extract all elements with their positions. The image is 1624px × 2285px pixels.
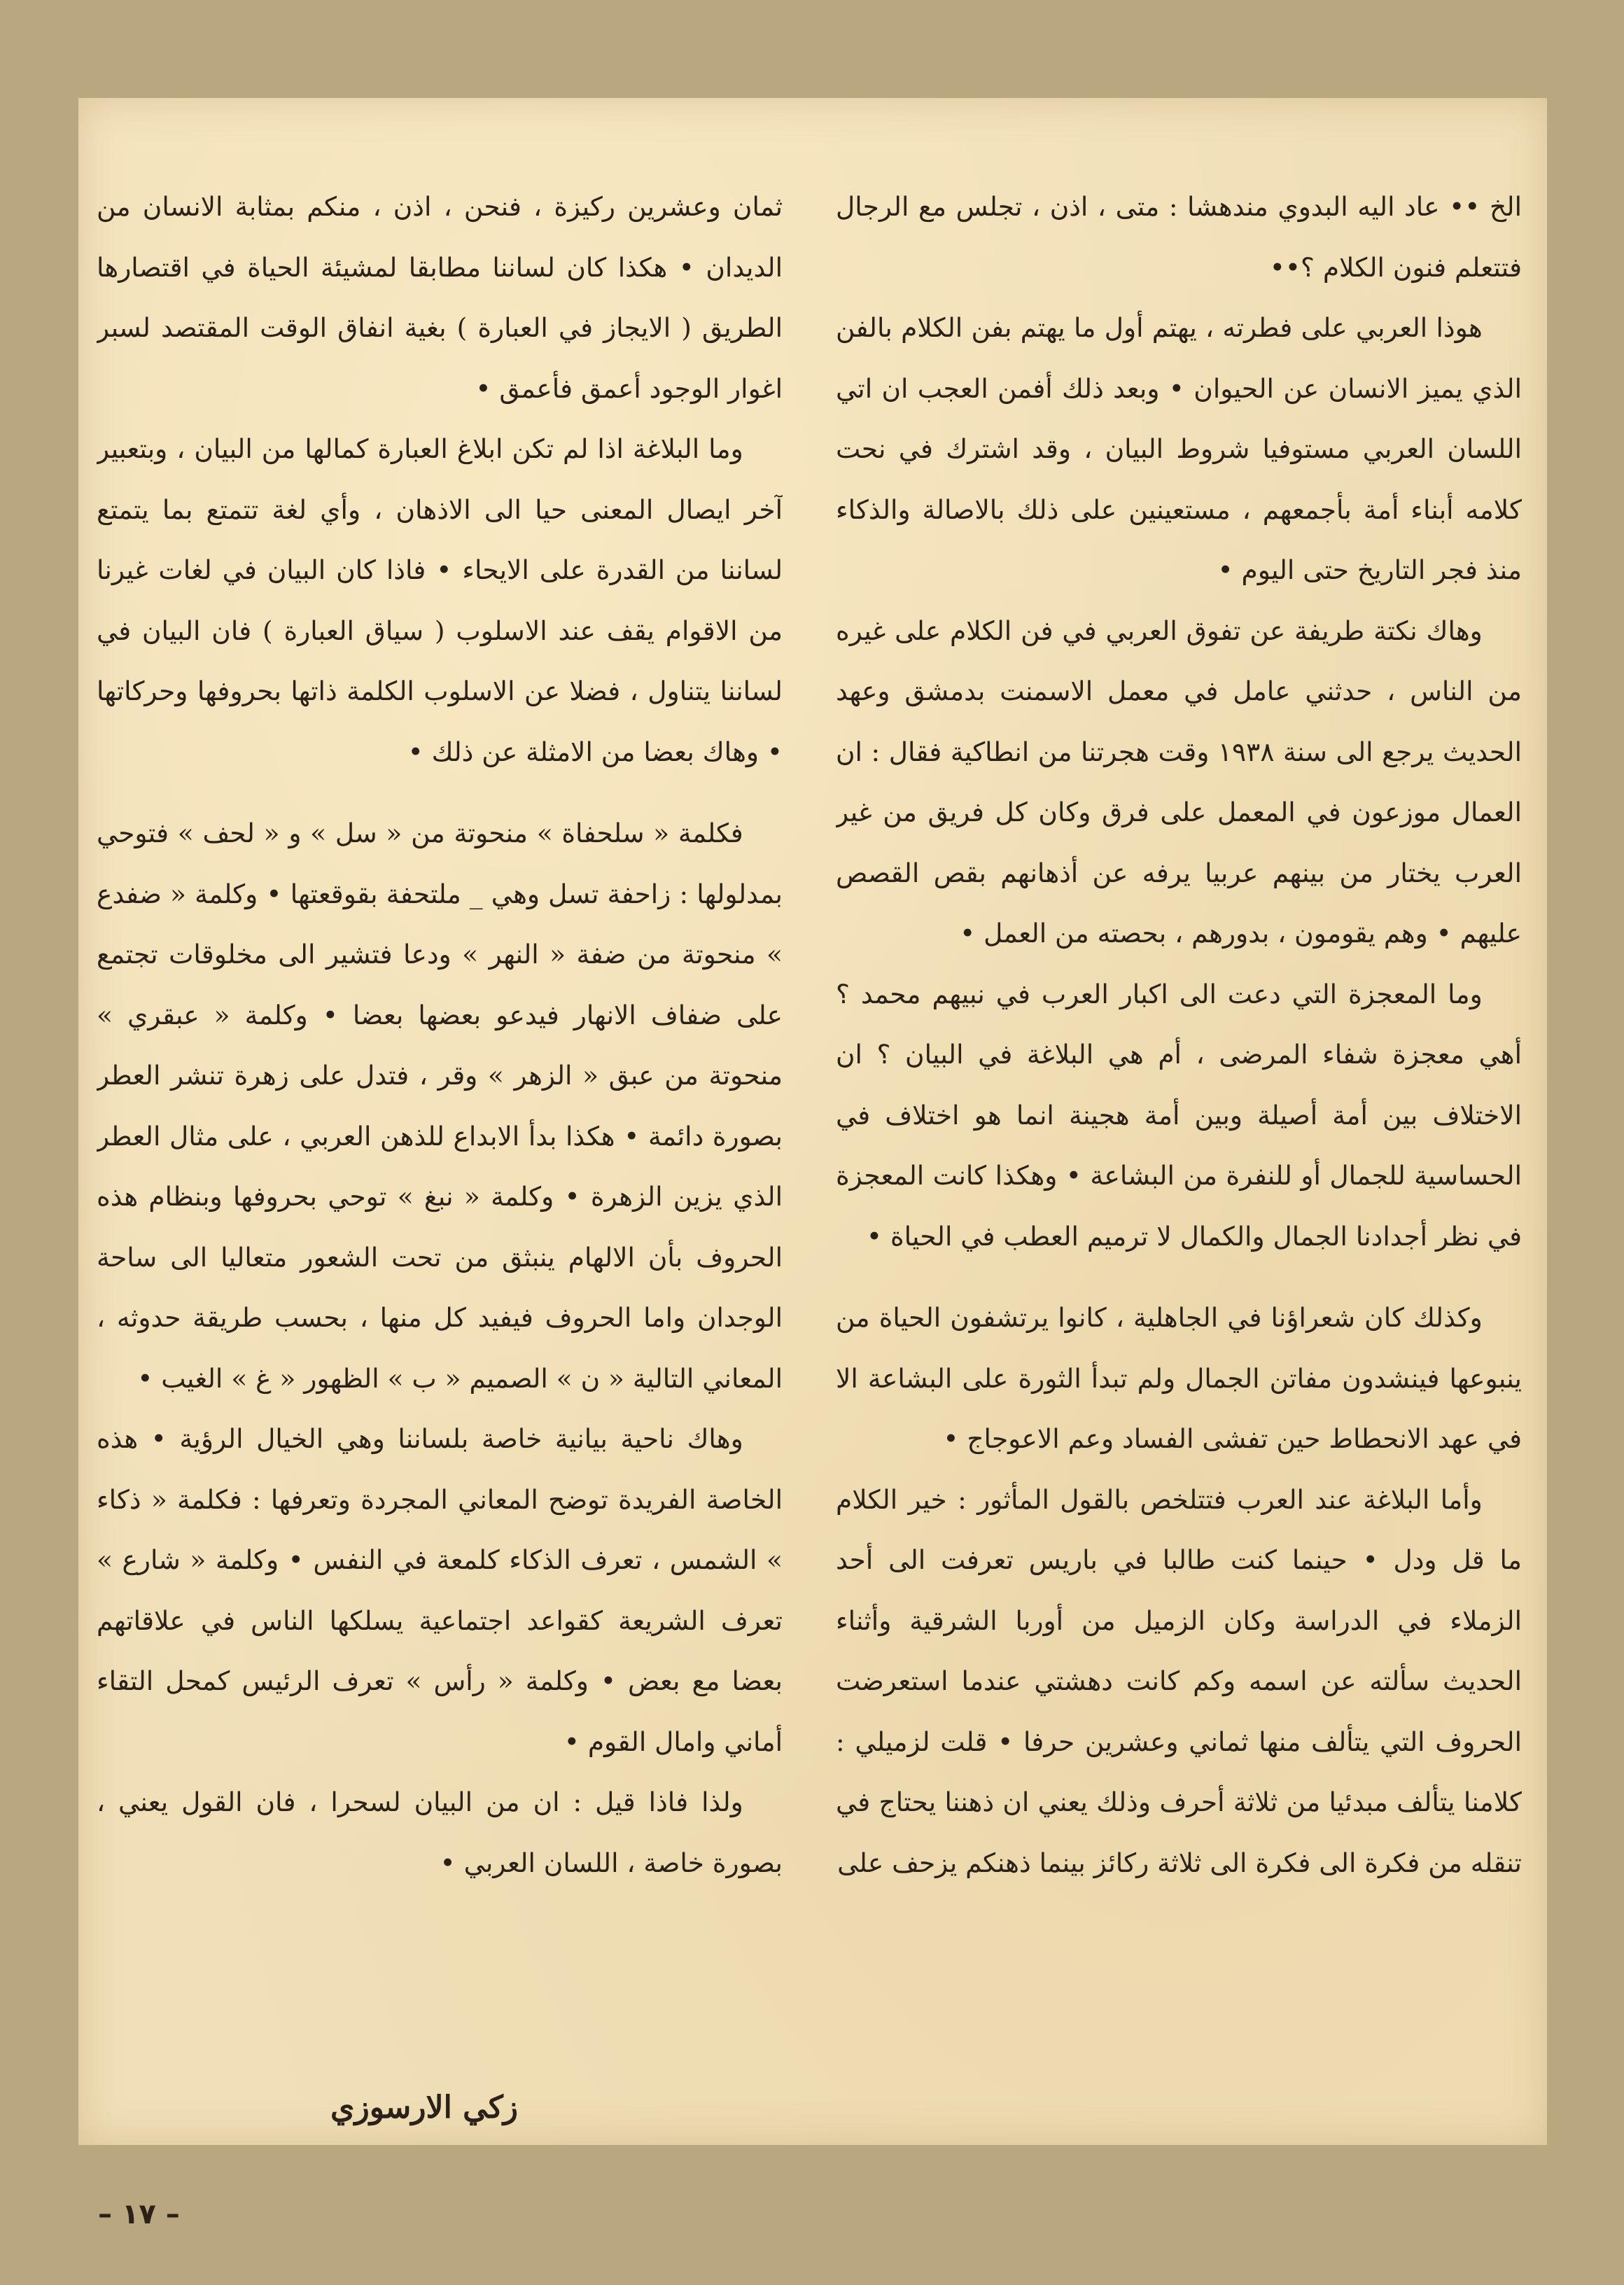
author-signature: زكي الارسوزي: [330, 2090, 519, 2125]
paper-sheet: [78, 98, 1547, 2230]
paragraph: وهاك نكتة طريفة عن تفوق العربي في فن الكلام على غيره من الناس ، حدثني عامل في معمل الاسمنت بدمشق وعهد الحديث يرجع الى سنة ١٩٣٨ وقت هجرتنا من انطاكية فقال : ان العمال موزعون في المعمل على فرق وكان كل فريق من غير العرب يختار من بينهم عربيا يرفه عن أذهانهم بقص القصص عليهم • وهم يقومون ، بدورهم ، بحصته من العمل •: [836, 615, 1522, 949]
right-text-column: [836, 176, 1522, 2116]
paragraph: فكلمة « سلحفاة » منحوتة من « سل » و « لحف » فتوحي بمدلولها : زاحفة تسل وهي _ ملتحفة بقوقعتها • وكلمة « ضفدع » منحوتة من ضفة « النهر » ودعا فتشير الى مخلوقات تجتمع على ضفاف الانهار فيدعو بعضها بعضا • وكلمة « عبقري » منحوتة من عبق « الزهر » وقر ، فتدل على زهرة تنشر العطر بصورة دائمة • هكذا بدأ الابداع للذهن العربي ، على مثال العطر الذي يزين الزهرة • وكلمة « نبغ » توحي بحروفها وبنظام هذه الحروف بأن الالهام ينبثق من تحت الشعور متعاليا الى ساحة الوجدان واما الحروف فيفيد كل منها ، بحسب طريقة حدوثه ، المعاني التالية « ن » الصميم « ب » الظهور « غ » الغيب •: [97, 818, 783, 1394]
paragraph: ولذا فاذا قيل : ان من البيان لسحرا ، فان القول يعني ، بصورة خاصة ، اللسان العربي •: [97, 1787, 783, 1878]
paragraph: وما المعجزة التي دعت الى اكبار العرب في نبيهم محمد ؟ أهي معجزة شفاء المرضى ، أم هي البلاغة في البيان ؟ ان الاختلاف بين أمة أصيلة وبين أمة هجينة انما هو اختلاف في الحساسية للجمال أو للنفرة من البشاعة • وهكذا كانت المعجزة في نظر أجدادنا الجمال والكمال لا ترميم العطب في الحياة •: [836, 978, 1522, 1252]
paragraph: ثمان وعشرين ركيزة ، فنحن ، اذن ، منكم بمثابة الانسان من الديدان • هكذا كان لساننا مطابقا لمشيئة الحياة في اقتصارها الطريق ( الايجاز في العبارة ) بغية انفاق الوقت المقتصد لسبر اغوار الوجود أعمق فأعمق •: [97, 191, 783, 404]
paragraph: وما البلاغة اذا لم تكن ابلاغ العبارة كمالها من البيان ، وبتعبير آخر ايصال المعنى حيا الى الاذهان ، وأي لغة تتمتع بما يتمتع لساننا من القدرة على الايحاء • فاذا كان البيان في لغات غيرنا من الاقوام يقف عند الاسلوب ( سياق العبارة ) فان البيان في لساننا يتناول ، فضلا عن الاسلوب الكلمة ذاتها بحروفها وحركاتها • وهاك بعضا من الامثلة عن ذلك •: [97, 433, 783, 767]
paragraph: وكذلك كان شعراؤنا في الجاهلية ، كانوا يرتشفون الحياة من ينبوعها فينشدون مفاتن الجمال ولم تبدأ الثورة على البشاعة الا في عهد الانحطاط حين تفشى الفساد وعم الاعوجاج •: [836, 1302, 1522, 1454]
paragraph: وهاك ناحية بيانية خاصة بلساننا وهي الخيال الرؤية • هذه الخاصة الفريدة توضح المعاني المجردة وتعرفها : فكلمة « ذكاء » الشمس ، تعرف الذكاء كلمعة في النفس • وكلمة « شارع » تعرف الشريعة كقواعد اجتماعية يسلكها الناس في علاقاتهم بعضا مع بعض • وكلمة « رأس » تعرف الرئيس كمحل التقاء أماني وامال القوم •: [97, 1423, 783, 1757]
paragraph: هوذا العربي على فطرته ، يهتم أول ما يهتم بفن الكلام بالفن الذي يميز الانسان عن الحيوان • وبعد ذلك أفمن العجب ان اتي اللسان العربي مستوفيا شروط البيان ، وقد اشترك في نحت كلامه أبناء أمة بأجمعهم ، مستعينين على ذلك بالاصالة والذكاء منذ فجر التاريخ حتى اليوم •: [836, 312, 1522, 585]
left-text-column: [97, 176, 783, 2116]
paragraph: وأما البلاغة عند العرب فتتلخص بالقول المأثور : خير الكلام ما قل ودل • حينما كنت طالبا في باريس تعرفت الى أحد الزملاء في الدراسة وكان الزميل من أوربا الشرقية وأثناء الحديث سألته عن اسمه وكم كانت دهشتي عندما استعرضت الحروف التي يتألف منها ثماني وعشرين حرفا • قلت لزميلي : كلامنا يتألف مبدئيا من ثلاثة أحرف وذلك يعني ان ذهننا يحتاج في تنقله من فكرة الى فكرة الى ثلاثة ركائز بينما ذهنكم يزحف على: [836, 1483, 1522, 1878]
page-number: – ١٧ –: [98, 2198, 180, 2230]
paragraph-spacer: [97, 782, 783, 803]
paragraph: الخ •• عاد اليه البدوي مندهشا : متى ، اذن ، تجلس مع الرجال فتتعلم فنون الكلام ؟••: [836, 191, 1522, 283]
paragraph-spacer: [836, 1266, 1522, 1287]
